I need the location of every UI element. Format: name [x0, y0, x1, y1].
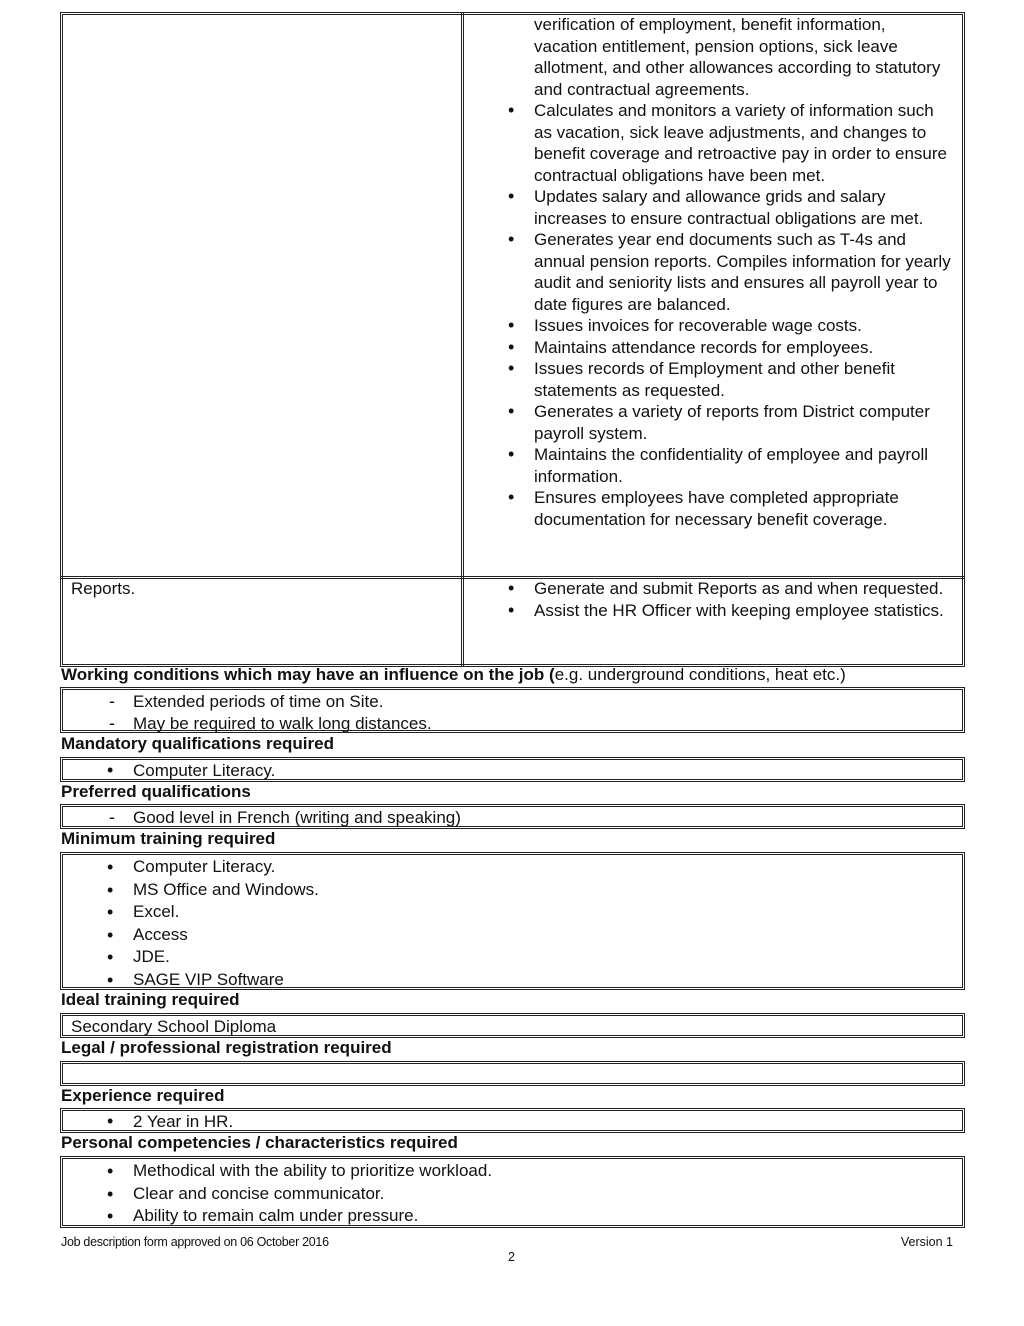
list-item: - Good level in French (writing and speaking) — [103, 807, 943, 829]
duties-table-column-divider — [461, 12, 464, 667]
list-item: • Ensures employees have completed appropriate documentation for necessary benefit coverage. — [504, 487, 952, 530]
competencies-box — [60, 1156, 965, 1228]
minimum-training-heading: Minimum training required — [61, 829, 276, 848]
list-item: • Generates a variety of reports from District computer payroll system. — [504, 401, 952, 444]
working-conditions-heading-bold: Working conditions which may have an influence on the job ( — [61, 665, 555, 684]
list-item: • Clear and concise communicator. — [103, 1183, 943, 1206]
reports-list — [504, 578, 952, 621]
working-conditions-list — [103, 691, 943, 734]
working-conditions-heading-example: e.g. underground conditions, heat etc.) — [554, 665, 846, 684]
list-item: • Maintains the confidentiality of employee and payroll information. — [504, 444, 952, 487]
preferred-qualifications-list — [103, 807, 943, 829]
list-item: • Methodical with the ability to prioritize workload. — [103, 1160, 943, 1183]
list-item: - May be required to walk long distances. — [103, 713, 943, 735]
experience-heading: Experience required — [61, 1086, 225, 1105]
legal-registration-heading: Legal / professional registration required — [61, 1038, 392, 1057]
mandatory-qualifications-box — [60, 757, 965, 782]
list-item: verification of employment, benefit information, vacation entitlement, pension options, sick leave allotment, and other allowances according to statutory and contractual agreements. — [534, 15, 941, 99]
minimum-training-box — [60, 852, 965, 990]
list-item: • Maintains attendance records for employees. — [504, 337, 952, 359]
list-item: • Excel. — [103, 901, 943, 924]
working-conditions-heading — [61, 665, 846, 685]
experience-box — [60, 1108, 965, 1133]
legal-registration-box — [60, 1061, 965, 1086]
list-item: • Computer Literacy. — [103, 856, 943, 879]
footer-version: Version 1 — [900, 1235, 953, 1249]
preferred-qualifications-heading: Preferred qualifications — [61, 782, 251, 801]
reports-label: Reports. — [71, 579, 136, 598]
list-item: - Extended periods of time on Site. — [103, 691, 943, 713]
experience-list — [103, 1111, 943, 1133]
list-item: • SAGE VIP Software — [103, 969, 943, 992]
mandatory-qualifications-heading: Mandatory qualifications required — [61, 734, 334, 753]
page-number: 2 — [508, 1250, 515, 1264]
list-item: • Updates salary and allowance grids and salary increases to ensure contractual obligations are met. — [504, 186, 952, 229]
minimum-training-list — [103, 856, 943, 991]
working-conditions-box — [60, 687, 965, 733]
list-item: • Computer Literacy. — [103, 760, 943, 782]
list-item: • Generates year end documents such as T-4s and annual pension reports. Compiles information for yearly audit and seniority lists and ensures all payroll year to date figures are balanced. — [504, 229, 952, 315]
list-item: • Issues records of Employment and other benefit statements as requested. — [504, 358, 952, 401]
list-item: • 2 Year in HR. — [103, 1111, 943, 1133]
footer-form-note: Job description form approved on 06 October 2016 — [61, 1235, 329, 1249]
ideal-training-heading: Ideal training required — [61, 990, 240, 1009]
list-item: • Ability to remain calm under pressure. — [103, 1205, 943, 1228]
list-item: • Calculates and monitors a variety of information such as vacation, sick leave adjustments, and changes to benefit coverage and retroactive pay in order to ensure contractual obligations have been met. — [504, 100, 952, 186]
mandatory-qualifications-list — [103, 760, 943, 782]
ideal-training-box — [60, 1013, 965, 1038]
list-item: • JDE. — [103, 946, 943, 969]
list-item: • MS Office and Windows. — [103, 879, 943, 902]
competencies-list — [103, 1160, 943, 1228]
list-item: • Generate and submit Reports as and when requested. — [504, 578, 952, 600]
preferred-qualifications-box — [60, 804, 965, 829]
list-item: • Assist the HR Officer with keeping employee statistics. — [504, 600, 952, 622]
list-item: • Issues invoices for recoverable wage costs. — [504, 315, 952, 337]
list-item: • Access — [103, 924, 943, 947]
duties-continuation-list — [504, 14, 952, 530]
competencies-heading: Personal competencies / characteristics required — [61, 1133, 458, 1152]
ideal-training-value: Secondary School Diploma — [71, 1017, 277, 1036]
